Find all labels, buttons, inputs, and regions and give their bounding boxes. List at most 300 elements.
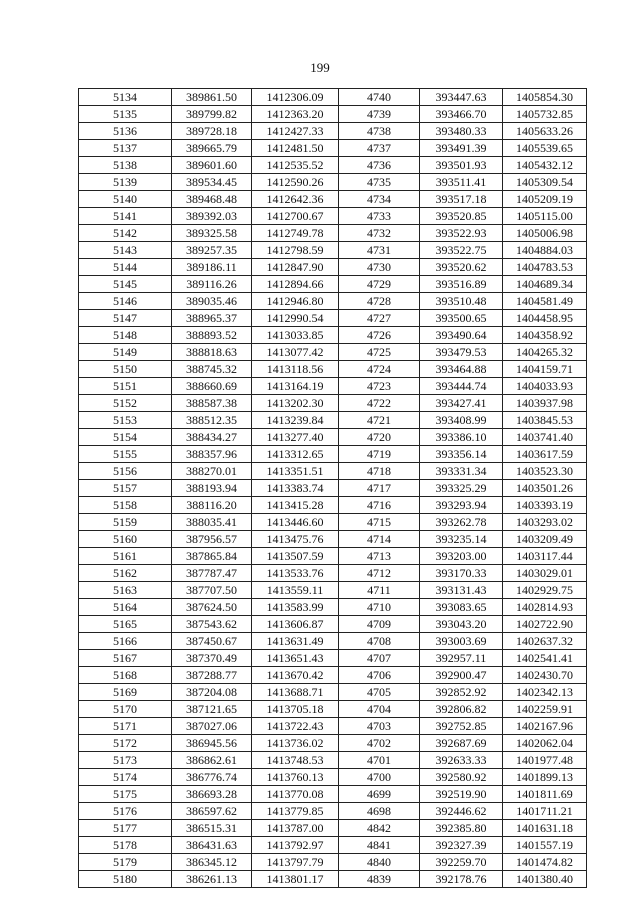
table-row (79, 854, 587, 871)
x-coordinate-cell: 393203.00 (420, 548, 503, 565)
point-id-cell: 4841 (339, 837, 420, 854)
coordinates-table (78, 88, 587, 888)
point-id-cell: 5136 (79, 123, 172, 140)
x-coordinate-cell: 388357.96 (172, 446, 252, 463)
x-coordinate-cell: 393522.93 (420, 225, 503, 242)
y-coordinate-cell: 1413705.18 (252, 701, 339, 718)
point-id-cell: 4734 (339, 191, 420, 208)
point-id-cell: 5170 (79, 701, 172, 718)
table-row (79, 871, 587, 888)
table-row (79, 123, 587, 140)
table-row (79, 106, 587, 123)
table-row (79, 565, 587, 582)
table-row (79, 837, 587, 854)
x-coordinate-cell: 393235.14 (420, 531, 503, 548)
y-coordinate-cell: 1403501.26 (503, 480, 587, 497)
x-coordinate-cell: 388587.38 (172, 395, 252, 412)
x-coordinate-cell: 392806.82 (420, 701, 503, 718)
x-coordinate-cell: 393444.74 (420, 378, 503, 395)
table-row (79, 89, 587, 106)
x-coordinate-cell: 387370.49 (172, 650, 252, 667)
point-id-cell: 5167 (79, 650, 172, 667)
point-id-cell: 4717 (339, 480, 420, 497)
point-id-cell: 5153 (79, 412, 172, 429)
table-row (79, 769, 587, 786)
y-coordinate-cell: 1401977.48 (503, 752, 587, 769)
point-id-cell: 5134 (79, 89, 172, 106)
x-coordinate-cell: 393447.63 (420, 89, 503, 106)
y-coordinate-cell: 1405854.30 (503, 89, 587, 106)
table-row (79, 752, 587, 769)
x-coordinate-cell: 389534.45 (172, 174, 252, 191)
x-coordinate-cell: 393427.41 (420, 395, 503, 412)
y-coordinate-cell: 1413277.40 (252, 429, 339, 446)
point-id-cell: 4715 (339, 514, 420, 531)
x-coordinate-cell: 386261.13 (172, 871, 252, 888)
y-coordinate-cell: 1402722.90 (503, 616, 587, 633)
y-coordinate-cell: 1412535.52 (252, 157, 339, 174)
point-id-cell: 4701 (339, 752, 420, 769)
x-coordinate-cell: 392900.47 (420, 667, 503, 684)
x-coordinate-cell: 393386.10 (420, 429, 503, 446)
x-coordinate-cell: 393517.18 (420, 191, 503, 208)
x-coordinate-cell: 392633.33 (420, 752, 503, 769)
y-coordinate-cell: 1403293.02 (503, 514, 587, 531)
table-row (79, 429, 587, 446)
y-coordinate-cell: 1413787.00 (252, 820, 339, 837)
point-id-cell: 4735 (339, 174, 420, 191)
x-coordinate-cell: 392446.62 (420, 803, 503, 820)
point-id-cell: 4700 (339, 769, 420, 786)
y-coordinate-cell: 1404159.71 (503, 361, 587, 378)
y-coordinate-cell: 1402259.91 (503, 701, 587, 718)
x-coordinate-cell: 388434.27 (172, 429, 252, 446)
x-coordinate-cell: 393408.99 (420, 412, 503, 429)
point-id-cell: 5137 (79, 140, 172, 157)
point-id-cell: 4732 (339, 225, 420, 242)
table-row (79, 327, 587, 344)
point-id-cell: 5169 (79, 684, 172, 701)
point-id-cell: 4839 (339, 871, 420, 888)
point-id-cell: 4720 (339, 429, 420, 446)
point-id-cell: 4726 (339, 327, 420, 344)
y-coordinate-cell: 1401631.18 (503, 820, 587, 837)
x-coordinate-cell: 392957.11 (420, 650, 503, 667)
y-coordinate-cell: 1401557.19 (503, 837, 587, 854)
x-coordinate-cell: 392687.69 (420, 735, 503, 752)
y-coordinate-cell: 1402929.75 (503, 582, 587, 599)
table-row (79, 242, 587, 259)
point-id-cell: 4699 (339, 786, 420, 803)
table-row (79, 633, 587, 650)
point-id-cell: 5178 (79, 837, 172, 854)
x-coordinate-cell: 393520.62 (420, 259, 503, 276)
x-coordinate-cell: 393325.29 (420, 480, 503, 497)
point-id-cell: 5173 (79, 752, 172, 769)
point-id-cell: 4842 (339, 820, 420, 837)
table-row (79, 191, 587, 208)
point-id-cell: 5150 (79, 361, 172, 378)
point-id-cell: 5161 (79, 548, 172, 565)
y-coordinate-cell: 1413077.42 (252, 344, 339, 361)
x-coordinate-cell: 393479.53 (420, 344, 503, 361)
y-coordinate-cell: 1404265.32 (503, 344, 587, 361)
point-id-cell: 4709 (339, 616, 420, 633)
y-coordinate-cell: 1413722.43 (252, 718, 339, 735)
x-coordinate-cell: 393293.94 (420, 497, 503, 514)
y-coordinate-cell: 1413760.13 (252, 769, 339, 786)
table-row (79, 378, 587, 395)
point-id-cell: 5174 (79, 769, 172, 786)
y-coordinate-cell: 1404689.34 (503, 276, 587, 293)
point-id-cell: 5160 (79, 531, 172, 548)
point-id-cell: 5149 (79, 344, 172, 361)
y-coordinate-cell: 1413446.60 (252, 514, 339, 531)
table-row (79, 718, 587, 735)
point-id-cell: 5158 (79, 497, 172, 514)
point-id-cell: 5156 (79, 463, 172, 480)
point-id-cell: 4721 (339, 412, 420, 429)
y-coordinate-cell: 1403845.53 (503, 412, 587, 429)
table-row (79, 684, 587, 701)
x-coordinate-cell: 393083.65 (420, 599, 503, 616)
x-coordinate-cell: 393500.65 (420, 310, 503, 327)
point-id-cell: 5138 (79, 157, 172, 174)
y-coordinate-cell: 1413351.51 (252, 463, 339, 480)
y-coordinate-cell: 1413033.85 (252, 327, 339, 344)
point-id-cell: 5145 (79, 276, 172, 293)
y-coordinate-cell: 1404783.53 (503, 259, 587, 276)
y-coordinate-cell: 1413748.53 (252, 752, 339, 769)
point-id-cell: 4731 (339, 242, 420, 259)
y-coordinate-cell: 1404358.92 (503, 327, 587, 344)
y-coordinate-cell: 1405633.26 (503, 123, 587, 140)
point-id-cell: 4728 (339, 293, 420, 310)
y-coordinate-cell: 1402814.93 (503, 599, 587, 616)
x-coordinate-cell: 392852.92 (420, 684, 503, 701)
x-coordinate-cell: 393511.41 (420, 174, 503, 191)
y-coordinate-cell: 1413507.59 (252, 548, 339, 565)
point-id-cell: 5163 (79, 582, 172, 599)
y-coordinate-cell: 1403117.44 (503, 548, 587, 565)
y-coordinate-cell: 1404581.49 (503, 293, 587, 310)
y-coordinate-cell: 1401711.21 (503, 803, 587, 820)
y-coordinate-cell: 1405539.65 (503, 140, 587, 157)
x-coordinate-cell: 387707.50 (172, 582, 252, 599)
x-coordinate-cell: 393501.93 (420, 157, 503, 174)
point-id-cell: 4714 (339, 531, 420, 548)
x-coordinate-cell: 393464.88 (420, 361, 503, 378)
point-id-cell: 4727 (339, 310, 420, 327)
x-coordinate-cell: 387450.67 (172, 633, 252, 650)
y-coordinate-cell: 1413779.85 (252, 803, 339, 820)
y-coordinate-cell: 1403741.40 (503, 429, 587, 446)
point-id-cell: 5142 (79, 225, 172, 242)
x-coordinate-cell: 389799.82 (172, 106, 252, 123)
point-id-cell: 4730 (339, 259, 420, 276)
y-coordinate-cell: 1405006.98 (503, 225, 587, 242)
x-coordinate-cell: 389035.46 (172, 293, 252, 310)
x-coordinate-cell: 392327.39 (420, 837, 503, 854)
x-coordinate-cell: 389665.79 (172, 140, 252, 157)
table-row (79, 259, 587, 276)
x-coordinate-cell: 387624.50 (172, 599, 252, 616)
y-coordinate-cell: 1413688.71 (252, 684, 339, 701)
x-coordinate-cell: 393466.70 (420, 106, 503, 123)
table-row (79, 531, 587, 548)
x-coordinate-cell: 389392.03 (172, 208, 252, 225)
x-coordinate-cell: 392178.76 (420, 871, 503, 888)
y-coordinate-cell: 1413606.87 (252, 616, 339, 633)
point-id-cell: 4702 (339, 735, 420, 752)
y-coordinate-cell: 1413118.56 (252, 361, 339, 378)
point-id-cell: 4729 (339, 276, 420, 293)
y-coordinate-cell: 1412847.90 (252, 259, 339, 276)
x-coordinate-cell: 386431.63 (172, 837, 252, 854)
table-row (79, 446, 587, 463)
y-coordinate-cell: 1413770.08 (252, 786, 339, 803)
y-coordinate-cell: 1413801.17 (252, 871, 339, 888)
point-id-cell: 5140 (79, 191, 172, 208)
point-id-cell: 4705 (339, 684, 420, 701)
y-coordinate-cell: 1402342.13 (503, 684, 587, 701)
y-coordinate-cell: 1413736.02 (252, 735, 339, 752)
x-coordinate-cell: 393490.64 (420, 327, 503, 344)
table-row (79, 157, 587, 174)
x-coordinate-cell: 389861.50 (172, 89, 252, 106)
table-row (79, 667, 587, 684)
x-coordinate-cell: 388270.01 (172, 463, 252, 480)
y-coordinate-cell: 1402430.70 (503, 667, 587, 684)
table-row (79, 735, 587, 752)
point-id-cell: 4737 (339, 140, 420, 157)
x-coordinate-cell: 387865.84 (172, 548, 252, 565)
y-coordinate-cell: 1413415.28 (252, 497, 339, 514)
table-row (79, 208, 587, 225)
table-row (79, 786, 587, 803)
point-id-cell: 5172 (79, 735, 172, 752)
coordinates-table-body (79, 89, 587, 888)
point-id-cell: 5157 (79, 480, 172, 497)
x-coordinate-cell: 393131.43 (420, 582, 503, 599)
y-coordinate-cell: 1412700.67 (252, 208, 339, 225)
point-id-cell: 4723 (339, 378, 420, 395)
x-coordinate-cell: 393520.85 (420, 208, 503, 225)
x-coordinate-cell: 386597.62 (172, 803, 252, 820)
y-coordinate-cell: 1403209.49 (503, 531, 587, 548)
table-row (79, 344, 587, 361)
table-row (79, 174, 587, 191)
x-coordinate-cell: 388660.69 (172, 378, 252, 395)
table-row (79, 616, 587, 633)
x-coordinate-cell: 386345.12 (172, 854, 252, 871)
y-coordinate-cell: 1413583.99 (252, 599, 339, 616)
point-id-cell: 4725 (339, 344, 420, 361)
x-coordinate-cell: 393480.33 (420, 123, 503, 140)
x-coordinate-cell: 389257.35 (172, 242, 252, 259)
y-coordinate-cell: 1402541.41 (503, 650, 587, 667)
point-id-cell: 4724 (339, 361, 420, 378)
x-coordinate-cell: 389728.18 (172, 123, 252, 140)
table-row (79, 548, 587, 565)
x-coordinate-cell: 387027.06 (172, 718, 252, 735)
x-coordinate-cell: 387288.77 (172, 667, 252, 684)
x-coordinate-cell: 393516.89 (420, 276, 503, 293)
point-id-cell: 4704 (339, 701, 420, 718)
y-coordinate-cell: 1405309.54 (503, 174, 587, 191)
x-coordinate-cell: 389325.58 (172, 225, 252, 242)
point-id-cell: 5146 (79, 293, 172, 310)
y-coordinate-cell: 1412427.33 (252, 123, 339, 140)
point-id-cell: 5147 (79, 310, 172, 327)
point-id-cell: 4698 (339, 803, 420, 820)
table-row (79, 310, 587, 327)
y-coordinate-cell: 1413312.65 (252, 446, 339, 463)
y-coordinate-cell: 1405115.00 (503, 208, 587, 225)
point-id-cell: 4736 (339, 157, 420, 174)
point-id-cell: 4719 (339, 446, 420, 463)
y-coordinate-cell: 1412990.54 (252, 310, 339, 327)
y-coordinate-cell: 1412642.36 (252, 191, 339, 208)
x-coordinate-cell: 393491.39 (420, 140, 503, 157)
y-coordinate-cell: 1403523.30 (503, 463, 587, 480)
y-coordinate-cell: 1413670.42 (252, 667, 339, 684)
point-id-cell: 5180 (79, 871, 172, 888)
page-number: 199 (310, 60, 330, 75)
x-coordinate-cell: 393356.14 (420, 446, 503, 463)
x-coordinate-cell: 393510.48 (420, 293, 503, 310)
point-id-cell: 5159 (79, 514, 172, 531)
x-coordinate-cell: 389601.60 (172, 157, 252, 174)
x-coordinate-cell: 393522.75 (420, 242, 503, 259)
x-coordinate-cell: 388035.41 (172, 514, 252, 531)
table-row (79, 599, 587, 616)
y-coordinate-cell: 1401811.69 (503, 786, 587, 803)
x-coordinate-cell: 388965.37 (172, 310, 252, 327)
point-id-cell: 5139 (79, 174, 172, 191)
point-id-cell: 5176 (79, 803, 172, 820)
point-id-cell: 4740 (339, 89, 420, 106)
y-coordinate-cell: 1401474.82 (503, 854, 587, 871)
y-coordinate-cell: 1402062.04 (503, 735, 587, 752)
point-id-cell: 4840 (339, 854, 420, 871)
x-coordinate-cell: 392385.80 (420, 820, 503, 837)
table-row (79, 293, 587, 310)
y-coordinate-cell: 1405732.85 (503, 106, 587, 123)
y-coordinate-cell: 1412798.59 (252, 242, 339, 259)
y-coordinate-cell: 1412946.80 (252, 293, 339, 310)
x-coordinate-cell: 386945.56 (172, 735, 252, 752)
table-row (79, 701, 587, 718)
table-row (79, 463, 587, 480)
point-id-cell: 5135 (79, 106, 172, 123)
y-coordinate-cell: 1413631.49 (252, 633, 339, 650)
y-coordinate-cell: 1413797.79 (252, 854, 339, 871)
point-id-cell: 4712 (339, 565, 420, 582)
y-coordinate-cell: 1401899.13 (503, 769, 587, 786)
x-coordinate-cell: 386862.61 (172, 752, 252, 769)
point-id-cell: 4706 (339, 667, 420, 684)
point-id-cell: 5171 (79, 718, 172, 735)
x-coordinate-cell: 388512.35 (172, 412, 252, 429)
y-coordinate-cell: 1404884.03 (503, 242, 587, 259)
point-id-cell: 5155 (79, 446, 172, 463)
y-coordinate-cell: 1402637.32 (503, 633, 587, 650)
point-id-cell: 5151 (79, 378, 172, 395)
y-coordinate-cell: 1403617.59 (503, 446, 587, 463)
x-coordinate-cell: 389186.11 (172, 259, 252, 276)
table-row (79, 650, 587, 667)
table-row (79, 140, 587, 157)
point-id-cell: 5164 (79, 599, 172, 616)
y-coordinate-cell: 1412481.50 (252, 140, 339, 157)
y-coordinate-cell: 1412749.78 (252, 225, 339, 242)
point-id-cell: 4703 (339, 718, 420, 735)
x-coordinate-cell: 393170.33 (420, 565, 503, 582)
y-coordinate-cell: 1413383.74 (252, 480, 339, 497)
table-row (79, 514, 587, 531)
table-row (79, 582, 587, 599)
point-id-cell: 4722 (339, 395, 420, 412)
x-coordinate-cell: 388893.52 (172, 327, 252, 344)
x-coordinate-cell: 387543.62 (172, 616, 252, 633)
point-id-cell: 5177 (79, 820, 172, 837)
x-coordinate-cell: 393331.34 (420, 463, 503, 480)
point-id-cell: 5143 (79, 242, 172, 259)
point-id-cell: 4711 (339, 582, 420, 599)
y-coordinate-cell: 1403937.98 (503, 395, 587, 412)
x-coordinate-cell: 388818.63 (172, 344, 252, 361)
y-coordinate-cell: 1413792.97 (252, 837, 339, 854)
x-coordinate-cell: 389468.48 (172, 191, 252, 208)
y-coordinate-cell: 1413202.30 (252, 395, 339, 412)
point-id-cell: 4733 (339, 208, 420, 225)
y-coordinate-cell: 1401380.40 (503, 871, 587, 888)
x-coordinate-cell: 392259.70 (420, 854, 503, 871)
y-coordinate-cell: 1405209.19 (503, 191, 587, 208)
point-id-cell: 4710 (339, 599, 420, 616)
x-coordinate-cell: 388193.94 (172, 480, 252, 497)
x-coordinate-cell: 386693.28 (172, 786, 252, 803)
table-row (79, 225, 587, 242)
point-id-cell: 4739 (339, 106, 420, 123)
point-id-cell: 5144 (79, 259, 172, 276)
x-coordinate-cell: 386515.31 (172, 820, 252, 837)
point-id-cell: 4718 (339, 463, 420, 480)
point-id-cell: 5175 (79, 786, 172, 803)
point-id-cell: 5148 (79, 327, 172, 344)
x-coordinate-cell: 386776.74 (172, 769, 252, 786)
y-coordinate-cell: 1412894.66 (252, 276, 339, 293)
y-coordinate-cell: 1413164.19 (252, 378, 339, 395)
table-row (79, 395, 587, 412)
y-coordinate-cell: 1403393.19 (503, 497, 587, 514)
table-row (79, 497, 587, 514)
point-id-cell: 4708 (339, 633, 420, 650)
y-coordinate-cell: 1402167.96 (503, 718, 587, 735)
x-coordinate-cell: 392580.92 (420, 769, 503, 786)
table-row (79, 803, 587, 820)
table-row (79, 361, 587, 378)
y-coordinate-cell: 1404033.93 (503, 378, 587, 395)
point-id-cell: 5166 (79, 633, 172, 650)
x-coordinate-cell: 387204.08 (172, 684, 252, 701)
x-coordinate-cell: 393043.20 (420, 616, 503, 633)
point-id-cell: 5168 (79, 667, 172, 684)
y-coordinate-cell: 1405432.12 (503, 157, 587, 174)
y-coordinate-cell: 1413559.11 (252, 582, 339, 599)
x-coordinate-cell: 392752.85 (420, 718, 503, 735)
